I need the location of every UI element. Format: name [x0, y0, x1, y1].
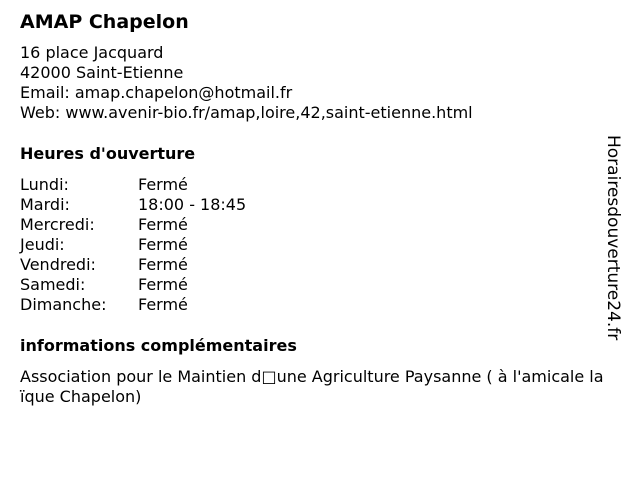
address-city: 42000 Saint-Etienne: [20, 63, 184, 82]
hours-value: Fermé: [138, 215, 188, 234]
hours-value: Fermé: [138, 255, 188, 274]
hours-row-mardi: [20, 195, 610, 215]
day-label: Vendredi:: [20, 255, 96, 274]
hours-row-vendredi: [20, 255, 610, 275]
hours-row-lundi: [20, 175, 610, 195]
day-label: Mercredi:: [20, 215, 95, 234]
hours-row-samedi: [20, 275, 610, 295]
site-watermark: Horairesdouverture24.fr: [603, 135, 623, 341]
opening-hours-table: [20, 175, 610, 315]
hours-row-jeudi: [20, 235, 610, 255]
hours-value: 18:00 - 18:45: [138, 195, 247, 214]
address-block: [20, 43, 610, 123]
hours-value: Fermé: [138, 175, 188, 194]
day-label: Jeudi:: [20, 235, 65, 254]
address-street: 16 place Jacquard: [20, 43, 164, 62]
day-label: Samedi:: [20, 275, 86, 294]
day-label: Dimanche:: [20, 295, 107, 314]
additional-info-text: Association pour le Maintien d□une Agriculture Paysanne ( à l'amicale laïque Chapelon): [20, 367, 604, 406]
hours-row-dimanche: [20, 295, 610, 315]
hours-value: Fermé: [138, 235, 188, 254]
additional-info-heading: informations complémentaires: [20, 336, 297, 355]
hours-row-mercredi: [20, 215, 610, 235]
place-card: [20, 10, 610, 407]
hours-value: Fermé: [138, 295, 188, 314]
web-line: Web: www.avenir-bio.fr/amap,loire,42,saint-etienne.html: [20, 103, 473, 122]
email-line: Email: amap.chapelon@hotmail.fr: [20, 83, 293, 102]
day-label: Mardi:: [20, 195, 70, 214]
hours-value: Fermé: [138, 275, 188, 294]
day-label: Lundi:: [20, 175, 69, 194]
opening-hours-heading: Heures d'ouverture: [20, 144, 196, 163]
place-name: AMAP Chapelon: [20, 11, 189, 33]
